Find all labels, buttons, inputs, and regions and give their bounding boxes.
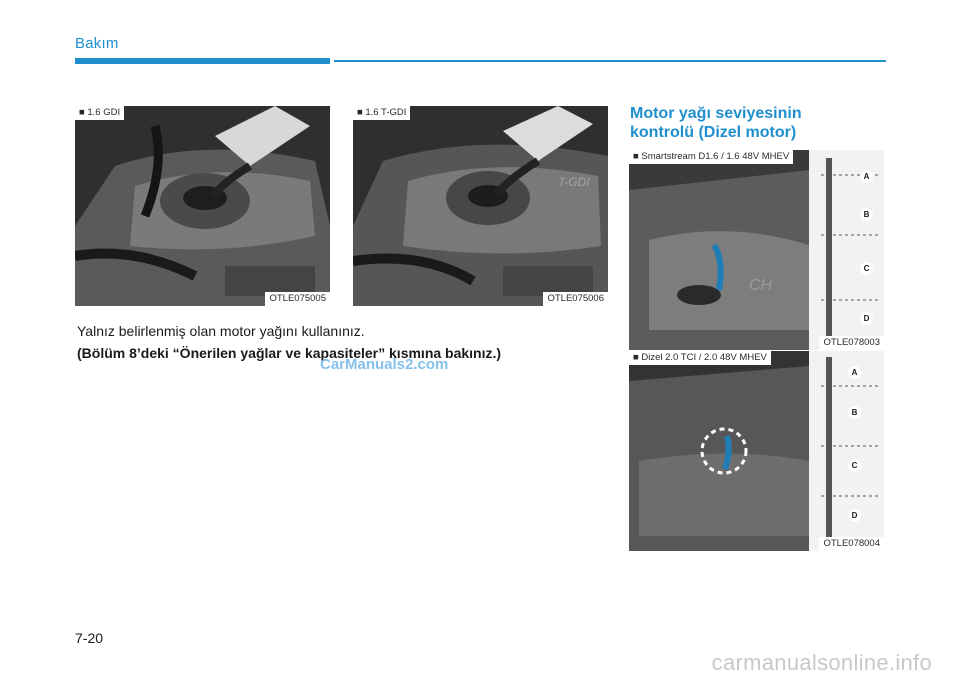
engine-illustration bbox=[629, 351, 884, 551]
level-marker-a: A bbox=[860, 170, 873, 183]
figure-code: OTLE075005 bbox=[265, 292, 330, 306]
engine-illustration bbox=[75, 106, 330, 306]
level-marker-c: C bbox=[848, 459, 861, 472]
figure-label: ■ 1.6 GDI bbox=[75, 106, 124, 120]
engine-photo-tgdi bbox=[353, 106, 608, 306]
level-marker-b: B bbox=[848, 406, 861, 419]
level-marker-d: D bbox=[860, 312, 873, 325]
engine-illustration bbox=[353, 106, 608, 306]
figure-label: ■ Dizel 2.0 TCI / 2.0 48V MHEV bbox=[629, 351, 771, 365]
figure-code: OTLE078003 bbox=[819, 336, 884, 350]
level-marker-b: B bbox=[860, 208, 873, 221]
right-section-heading bbox=[630, 104, 890, 142]
svg-text:T-GDI: T-GDI bbox=[558, 175, 590, 189]
section-title: Bakım bbox=[75, 35, 119, 52]
heading-line-1: Motor yağı seviyesinin bbox=[630, 105, 802, 122]
body-line-1: Yalnız belirlenmiş olan motor yağını kullanınız. bbox=[77, 323, 365, 339]
level-marker-d: D bbox=[848, 509, 861, 522]
figure-label: ■ 1.6 T-GDI bbox=[353, 106, 410, 120]
engine-illustration bbox=[629, 150, 884, 350]
level-marker-c: C bbox=[860, 262, 873, 275]
dipstick-photo-d20 bbox=[629, 351, 884, 551]
figure-label: ■ Smartstream D1.6 / 1.6 48V MHEV bbox=[629, 150, 793, 164]
figure-code: OTLE075006 bbox=[543, 292, 608, 306]
svg-text:CH: CH bbox=[749, 277, 773, 294]
watermark: carmanualsonline.info bbox=[711, 650, 932, 675]
body-line-2: (Bölüm 8’deki “Önerilen yağlar ve kapasiteler” kısmına bakınız.) bbox=[77, 345, 502, 361]
figure-code: OTLE078004 bbox=[819, 537, 884, 551]
heading-line-2: kontrolü (Dizel motor) bbox=[630, 124, 797, 141]
dipstick-photo-d16 bbox=[629, 150, 884, 350]
level-marker-a: A bbox=[848, 366, 861, 379]
header-rule-thick bbox=[75, 58, 330, 64]
header-rule-thin bbox=[334, 60, 886, 62]
page-number: 7-20 bbox=[75, 630, 104, 646]
watermark-mid: CarManuals2.com bbox=[320, 356, 449, 373]
engine-photo-gdi bbox=[75, 106, 330, 306]
